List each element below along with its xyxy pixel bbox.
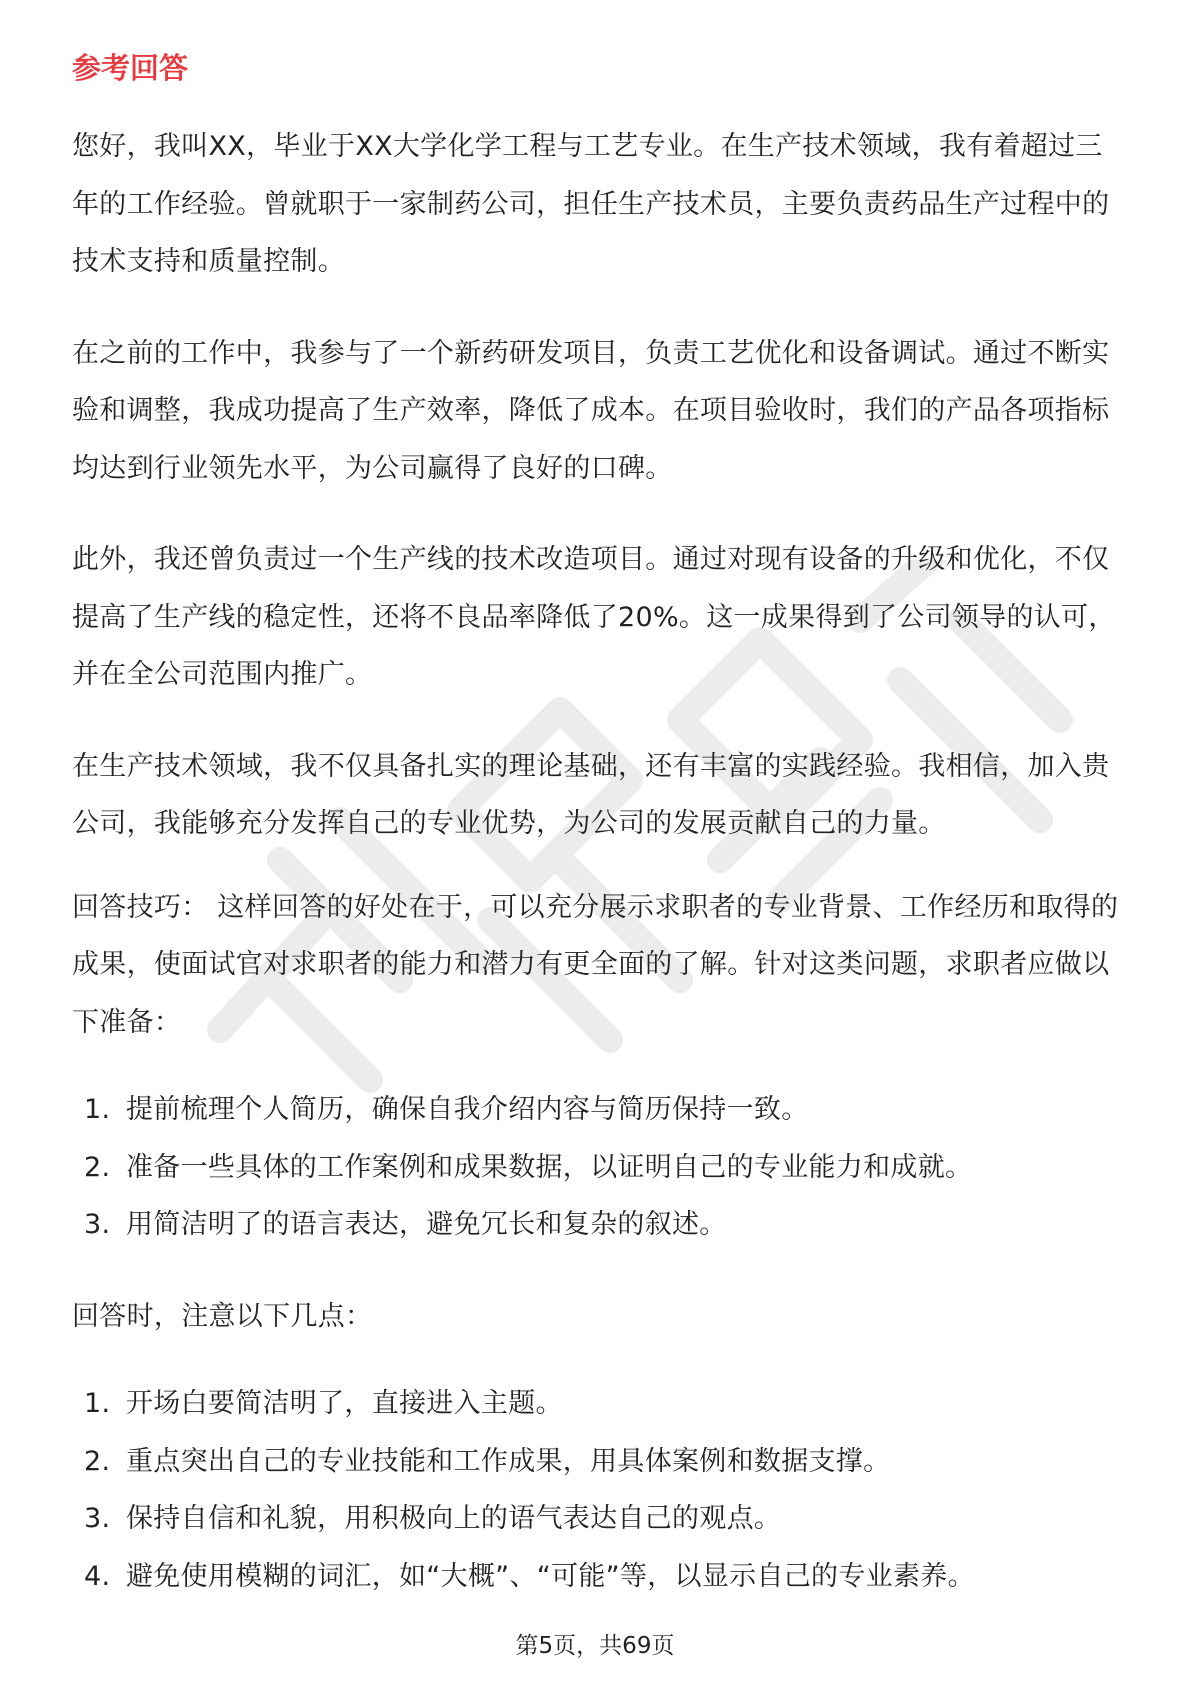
document-page xyxy=(72,48,1122,1605)
list-item xyxy=(72,1375,1122,1433)
list-item-number: 1. xyxy=(84,1388,111,1419)
list-item-text: 避免使用模糊的词汇，如“大概”、“可能”等，以显示自己的专业素养。 xyxy=(126,1560,975,1592)
tips-paragraph: 回答技巧： 这样回答的好处在于，可以充分展示求职者的专业背景、工作经历和取得的成果，使面试官对求职者的能力和潜力有更全面的了解。针对这类问题，求职者应做以下准备： xyxy=(72,891,1119,1038)
list-item-text: 开场白要简洁明了，直接进入主题。 xyxy=(126,1388,563,1419)
list-item-number: 3. xyxy=(84,1209,111,1240)
list-item xyxy=(72,1548,1122,1606)
list-item-text: 提前梳理个人简历，确保自我介绍内容与简历保持一致。 xyxy=(126,1094,809,1125)
list-item-text: 用简洁明了的语言表达，避免冗长和复杂的叙述。 xyxy=(126,1209,727,1240)
list-item-number: 4. xyxy=(84,1560,111,1592)
tips-list xyxy=(72,1081,1122,1254)
list-item-number: 2. xyxy=(84,1151,111,1183)
list-item xyxy=(72,1196,1122,1254)
list-item xyxy=(72,1139,1122,1197)
notes-paragraph: 回答时，注意以下几点： xyxy=(72,1300,373,1332)
list-item-number: 3. xyxy=(84,1503,111,1534)
list-item xyxy=(72,1490,1122,1548)
answer-paragraph-3: 此外，我还曾负责过一个生产线的技术改造项目。通过对现有设备的升级和优化，不仅提高了生产线的稳定性，还将不良品率降低了20%。这一成果得到了公司领导的认可，并在全公司范围内推广。 xyxy=(72,544,1116,690)
list-item-text: 准备一些具体的工作案例和成果数据，以证明自己的专业能力和成就。 xyxy=(126,1151,973,1183)
list-item xyxy=(72,1433,1122,1491)
notes-list xyxy=(72,1375,1122,1605)
list-item-text: 重点突出自己的专业技能和工作成果，用具体案例和数据支撑。 xyxy=(126,1445,891,1477)
section-title: 参考回答 xyxy=(72,51,189,85)
list-item-number: 2. xyxy=(84,1445,111,1477)
page-number: 第5页，共69页 xyxy=(515,1633,675,1659)
list-item-number: 1. xyxy=(84,1094,111,1125)
list-item-text: 保持自信和礼貌，用积极向上的语气表达自己的观点。 xyxy=(126,1503,782,1534)
answer-paragraph-2: 在之前的工作中，我参与了一个新药研发项目，负责工艺优化和设备调试。通过不断实验和调整，我成功提高了生产效率，降低了成本。在项目验收时，我们的产品各项指标均达到行业领先水平，为公司赢得了良好的口碑。 xyxy=(72,337,1110,484)
answer-paragraph-4: 在生产技术领域，我不仅具备扎实的理论基础，还有丰富的实践经验。我相信，加入贵公司，我能够充分发挥自己的专业优势，为公司的发展贡献自己的力量。 xyxy=(72,750,1110,839)
list-item xyxy=(72,1081,1122,1139)
answer-paragraph-1: 您好，我叫XX，毕业于XX大学化学工程与工艺专业。在生产技术领域，我有着超过三年的工作经验。曾就职于一家制药公司，担任生产技术员，主要负责药品生产过程中的技术支持和质量控制。 xyxy=(72,131,1110,277)
